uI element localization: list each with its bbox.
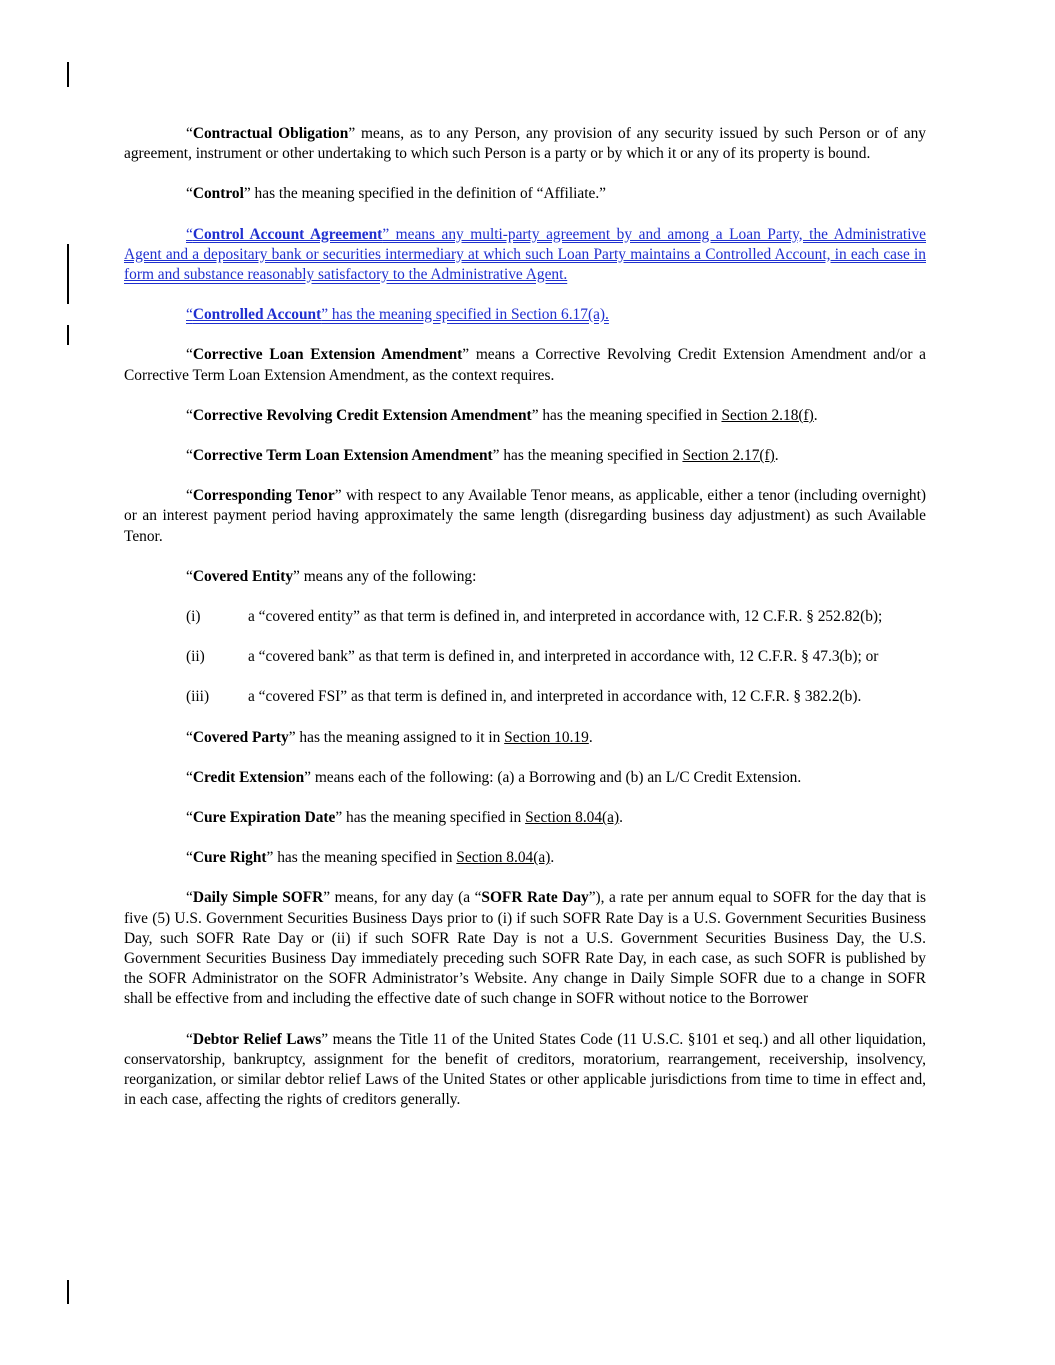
section-reference: Section 8.04(a) (456, 849, 551, 867)
definition-covered-entity: “Covered Entity” means any of the following: (186, 567, 477, 585)
definition-credit-extension: “Credit Extension” means each of the following: (a) a Borrowing and (b) an L/C Credit Extension. (186, 768, 802, 786)
defined-term: Control Account Agreement (192, 225, 383, 243)
list-item (186, 687, 926, 707)
defined-term: Control (192, 185, 244, 203)
definition-covered-party: “Covered Party” has the meaning assigned to it in Section 10.19. (186, 728, 593, 746)
list-number: (iii) (186, 688, 210, 706)
definition-control: “Control” has the meaning specified in the definition of “Affiliate.” (186, 185, 606, 203)
change-bar (67, 325, 69, 345)
defined-term: Corrective Revolving Credit Extension Amendment (192, 406, 532, 424)
list-text: a “covered entity” as that term is defined in, and interpreted in accordance with, 12 C.F.R. § 252.82(b); (248, 608, 883, 626)
defined-term: Contractual Obligation (192, 125, 349, 142)
list-text: a “covered bank” as that term is defined in, and interpreted in accordance with, 12 C.F.R. § 47.3(b); or (248, 648, 879, 666)
change-bar (67, 1280, 69, 1304)
section-reference: Section 2.18(f) (721, 406, 814, 424)
definition-control-account-agreement: “Control Account Agreement” means any multi-party agreement by and among a Loan Party, the Administrative Agent and a depositary bank or securities intermediary at which such Loan Party maintains a Controlled Account, in each case in form and substance reasonably satisfactory to the Administrative Agent. (124, 225, 926, 284)
definition-cure-expiration-date: “Cure Expiration Date” has the meaning specified in Section 8.04(a). (186, 809, 623, 827)
definition-corrective-revolving: “Corrective Revolving Credit Extension Amendment” has the meaning specified in Section 2.18(f). (186, 406, 818, 424)
defined-term: Daily Simple SOFR (192, 889, 324, 907)
definition-corresponding-tenor: “Corresponding Tenor” with respect to any Available Tenor means, as applicable, either a tenor (including overnight) or an interest payment period having approximately the same length (disregarding business day adjustment) as such Available Tenor. (124, 487, 926, 545)
document-page (124, 124, 926, 1131)
section-reference: Section 8.04(a) (525, 809, 620, 827)
definition-corrective-term: “Corrective Term Loan Extension Amendment” has the meaning specified in Section 2.17(f). (186, 447, 779, 465)
defined-term: Corresponding Tenor (192, 487, 335, 505)
change-bar (67, 62, 69, 87)
defined-term: Controlled Account (192, 306, 322, 324)
defined-term: SOFR Rate Day (481, 889, 589, 907)
definition-daily-simple-sofr: “Daily Simple SOFR” means, for any day (a “SOFR Rate Day”), a rate per annum equal to SOFR for the day that is five (5) U.S. Government Securities Business Days prior to (i) if such SOFR Rate Day is a U.S. Government Securities Business Day, such SOFR Rate Day or (ii) if such SOFR Rate Day is not a U.S. Government Securities Business Day, the U.S. Government Securities Business Day immediately preceding such SOFR Rate Day, in each case, as such SOFR is published by the SOFR Administrator on the SOFR Administrator’s Website. Any change in Daily Simple SOFR due to a change in SOFR shall be effective from and including the effective date of such change in SOFR without notice to the Borrower (124, 889, 926, 1008)
defined-term: Covered Party (192, 728, 289, 746)
section-reference: Section 2.17(f) (682, 447, 775, 465)
definition-contractual-obligation: “Contractual Obligation” means, as to any Person, any provision of any security issued by such Person or of any agreement, instrument or other undertaking to which such Person is a party or by which it or any of its property is bound. (124, 125, 926, 163)
defined-term: Corrective Loan Extension Amendment (192, 346, 463, 364)
list-number: (ii) (186, 648, 205, 666)
definition-cure-right: “Cure Right” has the meaning specified in Section 8.04(a). (186, 849, 555, 867)
defined-term: Corrective Term Loan Extension Amendment (192, 447, 493, 465)
definition-corrective-loan-extension-amendment: “Corrective Loan Extension Amendment” means a Corrective Revolving Credit Extension Amendment and/or a Corrective Term Loan Extension Amendment, as the context requires. (124, 346, 926, 384)
list-item (186, 607, 926, 627)
defined-term: Covered Entity (192, 567, 294, 585)
section-reference: Section 10.19 (504, 728, 589, 746)
defined-term: Debtor Relief Laws (192, 1030, 322, 1048)
list-item (186, 647, 926, 667)
definition-controlled-account: “Controlled Account” has the meaning specified in Section 6.17(a). (186, 306, 609, 324)
defined-term: Cure Expiration Date (192, 809, 336, 827)
defined-term: Cure Right (192, 849, 267, 867)
defined-term: Credit Extension (192, 768, 305, 786)
definition-debtor-relief-laws: “Debtor Relief Laws” means the Title 11 of the United States Code (11 U.S.C. §101 et seq.) and all other liquidation, conservatorship, bankruptcy, assignment for the benefit of creditors, moratorium, rearrangement, receivership, insolvency, reorganization, or similar debtor relief Laws of the United States or other applicable jurisdictions from time to time in effect and, in each case, affecting the rights of creditors generally. (124, 1030, 927, 1109)
list-number: (i) (186, 608, 201, 626)
list-text: a “covered FSI” as that term is defined in, and interpreted in accordance with, 12 C.F.R. § 382.2(b). (248, 688, 862, 706)
change-bar (67, 244, 69, 304)
